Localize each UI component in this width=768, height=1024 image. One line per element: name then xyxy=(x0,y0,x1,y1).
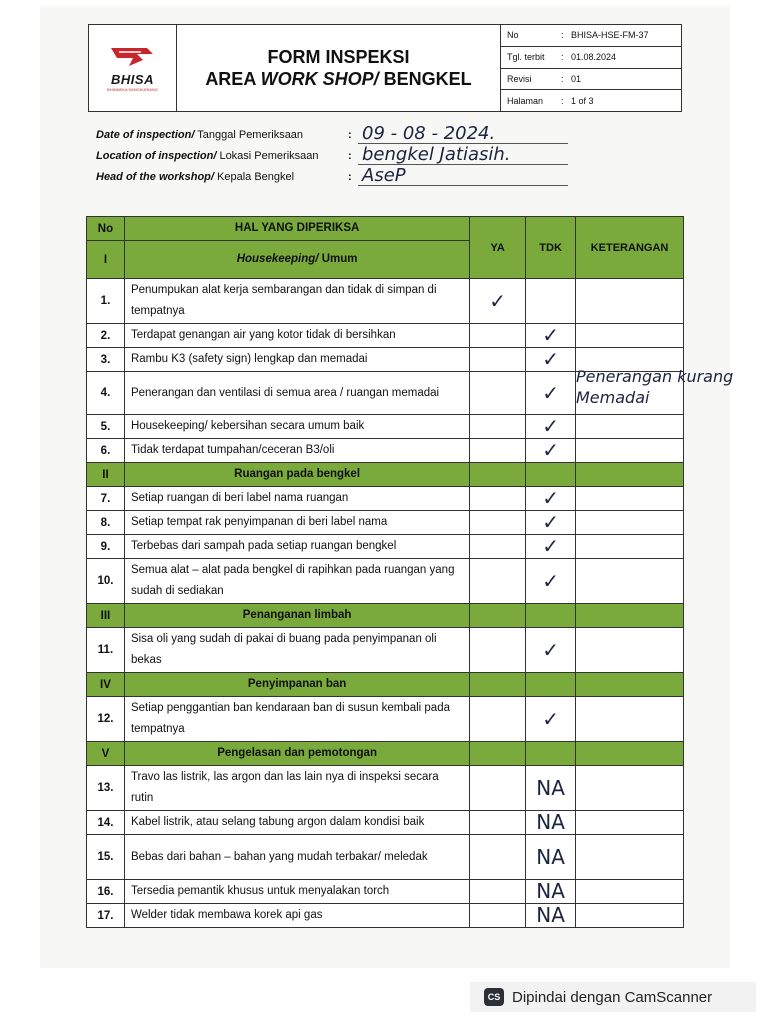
ya-checkbox[interactable] xyxy=(470,324,526,348)
keterangan-cell[interactable] xyxy=(576,559,684,604)
date-row: Date of inspection/ Tanggal Pemeriksaan : 09 - 08 - 2024. xyxy=(96,124,576,145)
ya-checkbox[interactable] xyxy=(470,904,526,928)
tdk-checkbox[interactable]: ✓ xyxy=(526,372,576,415)
table-row: 15. Bebas dari bahan – bahan yang mudah terbakar/ meledak NA xyxy=(87,835,684,880)
title-line-1: FORM INSPEKSI xyxy=(267,47,410,67)
tdk-checkbox[interactable]: NA xyxy=(526,811,576,835)
keterangan-cell[interactable] xyxy=(576,487,684,511)
meta-row-date: Tgl. terbit : 01.08.2024 xyxy=(501,47,681,69)
keterangan-cell[interactable] xyxy=(576,415,684,439)
keterangan-cell[interactable] xyxy=(576,628,684,673)
section-header: I Housekeeping/ Umum xyxy=(87,241,684,279)
document-meta xyxy=(501,25,681,111)
keterangan-cell[interactable] xyxy=(576,279,684,324)
ya-checkbox[interactable] xyxy=(470,880,526,904)
table-row: 12. Setiap penggantian ban kendaraan ban di susun kembali pada tempatnya ✓ xyxy=(87,697,684,742)
logo-mark-icon xyxy=(107,44,159,70)
tdk-checkbox[interactable]: NA xyxy=(526,904,576,928)
keterangan-cell[interactable] xyxy=(576,904,684,928)
meta-row-no: No : BHISA-HSE-FM-37 xyxy=(501,25,681,47)
section-header: IV Penyimpanan ban xyxy=(87,673,684,697)
section-header: II Ruangan pada bengkel xyxy=(87,463,684,487)
company-logo xyxy=(89,25,177,111)
ya-checkbox[interactable] xyxy=(470,559,526,604)
tdk-checkbox[interactable]: ✓ xyxy=(526,487,576,511)
tdk-checkbox[interactable]: ✓ xyxy=(526,324,576,348)
inspection-table xyxy=(86,216,684,928)
ya-checkbox[interactable] xyxy=(470,415,526,439)
keterangan-cell[interactable] xyxy=(576,439,684,463)
keterangan-cell[interactable] xyxy=(576,835,684,880)
section-header: III Penanganan limbah xyxy=(87,604,684,628)
table-row: 17. Welder tidak membawa korek api gas NA xyxy=(87,904,684,928)
form-title xyxy=(177,25,501,111)
table-row: 4. Penerangan dan ventilasi di semua area / ruangan memadai ✓ xyxy=(87,372,684,415)
tdk-checkbox[interactable]: NA xyxy=(526,766,576,811)
table-row: 7. Setiap ruangan di beri label nama ruangan ✓ xyxy=(87,487,684,511)
tdk-checkbox[interactable]: ✓ xyxy=(526,511,576,535)
note-row-4: Penerangan kurang Memadai xyxy=(576,367,734,407)
keterangan-cell[interactable] xyxy=(576,535,684,559)
head-row: Head of the workshop/ Kepala Bengkel : AseP xyxy=(96,166,576,187)
tdk-checkbox[interactable]: ✓ xyxy=(526,628,576,673)
location-row: Location of inspection/ Lokasi Pemeriksaan : bengkel Jatiasih. xyxy=(96,145,576,166)
tdk-checkbox[interactable]: ✓ xyxy=(526,415,576,439)
table-row: 11. Sisa oli yang sudah di pakai di buang pada penyimpanan oli bekas ✓ xyxy=(87,628,684,673)
tdk-checkbox[interactable]: ✓ xyxy=(526,535,576,559)
ya-checkbox[interactable] xyxy=(470,766,526,811)
tdk-checkbox[interactable]: ✓ xyxy=(526,348,576,372)
ya-checkbox[interactable] xyxy=(470,697,526,742)
ya-checkbox[interactable] xyxy=(470,835,526,880)
table-row: 2. Terdapat genangan air yang kotor tidak di bersihkan ✓ xyxy=(87,324,684,348)
tdk-checkbox[interactable]: NA xyxy=(526,880,576,904)
location-field[interactable]: bengkel Jatiasih. xyxy=(358,146,568,165)
inspection-info xyxy=(96,124,576,187)
table-row: 8. Setiap tempat rak penyimpanan di beri label nama ✓ xyxy=(87,511,684,535)
camscanner-text: Dipindai dengan CamScanner xyxy=(512,988,713,1006)
keterangan-cell[interactable] xyxy=(576,697,684,742)
ya-checkbox[interactable] xyxy=(470,511,526,535)
tdk-checkbox[interactable]: ✓ xyxy=(526,439,576,463)
camscanner-footer xyxy=(470,982,756,1012)
table-row: 3. Rambu K3 (safety sign) lengkap dan memadai ✓ xyxy=(87,348,684,372)
meta-row-page: Halaman : 1 of 3 xyxy=(507,96,594,107)
table-row: 9. Terbebas dari sampah pada setiap ruangan bengkel ✓ xyxy=(87,535,684,559)
table-row: 5. Housekeeping/ kebersihan secara umum baik ✓ xyxy=(87,415,684,439)
camscanner-icon: CS xyxy=(484,988,504,1006)
ya-checkbox[interactable] xyxy=(470,487,526,511)
logo-subtext: BHINNEKA SANGKURIANG xyxy=(107,87,158,92)
tdk-checkbox[interactable]: ✓ xyxy=(526,697,576,742)
meta-row-revision: Revisi : 01 xyxy=(501,69,681,91)
ya-checkbox[interactable] xyxy=(470,535,526,559)
logo-text: BHISA xyxy=(111,72,154,87)
ya-checkbox[interactable] xyxy=(470,348,526,372)
keterangan-cell[interactable] xyxy=(576,324,684,348)
ya-checkbox[interactable] xyxy=(470,811,526,835)
form-header xyxy=(88,24,682,112)
table-row: 6. Tidak terdapat tumpahan/ceceran B3/oli ✓ xyxy=(87,439,684,463)
head-field[interactable]: AseP xyxy=(358,167,568,186)
table-row: 10. Semua alat – alat pada bengkel di rapihkan pada ruangan yang sudah di sediakan ✓ xyxy=(87,559,684,604)
ya-checkbox[interactable]: ✓ xyxy=(470,279,526,324)
ya-checkbox[interactable] xyxy=(470,439,526,463)
table-row: 13. Travo las listrik, las argon dan las lain nya di inspeksi secara rutin NA xyxy=(87,766,684,811)
table-row: 1. Penumpukan alat kerja sembarangan dan tidak di simpan di tempatnya ✓ xyxy=(87,279,684,324)
table-row: 16. Tersedia pemantik khusus untuk menyalakan torch NA xyxy=(87,880,684,904)
title-line-2: AREA WORK SHOP/ BENGKEL xyxy=(205,69,472,89)
keterangan-cell[interactable] xyxy=(576,511,684,535)
date-field[interactable]: 09 - 08 - 2024. xyxy=(358,125,568,144)
section-header: V Pengelasan dan pemotongan xyxy=(87,742,684,766)
table-header-row: No HAL YANG DIPERIKSA YA TDK KETERANGAN xyxy=(87,217,684,241)
keterangan-cell[interactable] xyxy=(576,880,684,904)
tdk-checkbox[interactable]: ✓ xyxy=(526,559,576,604)
keterangan-cell[interactable] xyxy=(576,811,684,835)
table-row: 14. Kabel listrik, atau selang tabung argon dalam kondisi baik NA xyxy=(87,811,684,835)
tdk-checkbox[interactable]: NA xyxy=(526,835,576,880)
ya-checkbox[interactable] xyxy=(470,372,526,415)
ya-checkbox[interactable] xyxy=(470,628,526,673)
tdk-checkbox[interactable] xyxy=(526,279,576,324)
keterangan-cell[interactable] xyxy=(576,766,684,811)
